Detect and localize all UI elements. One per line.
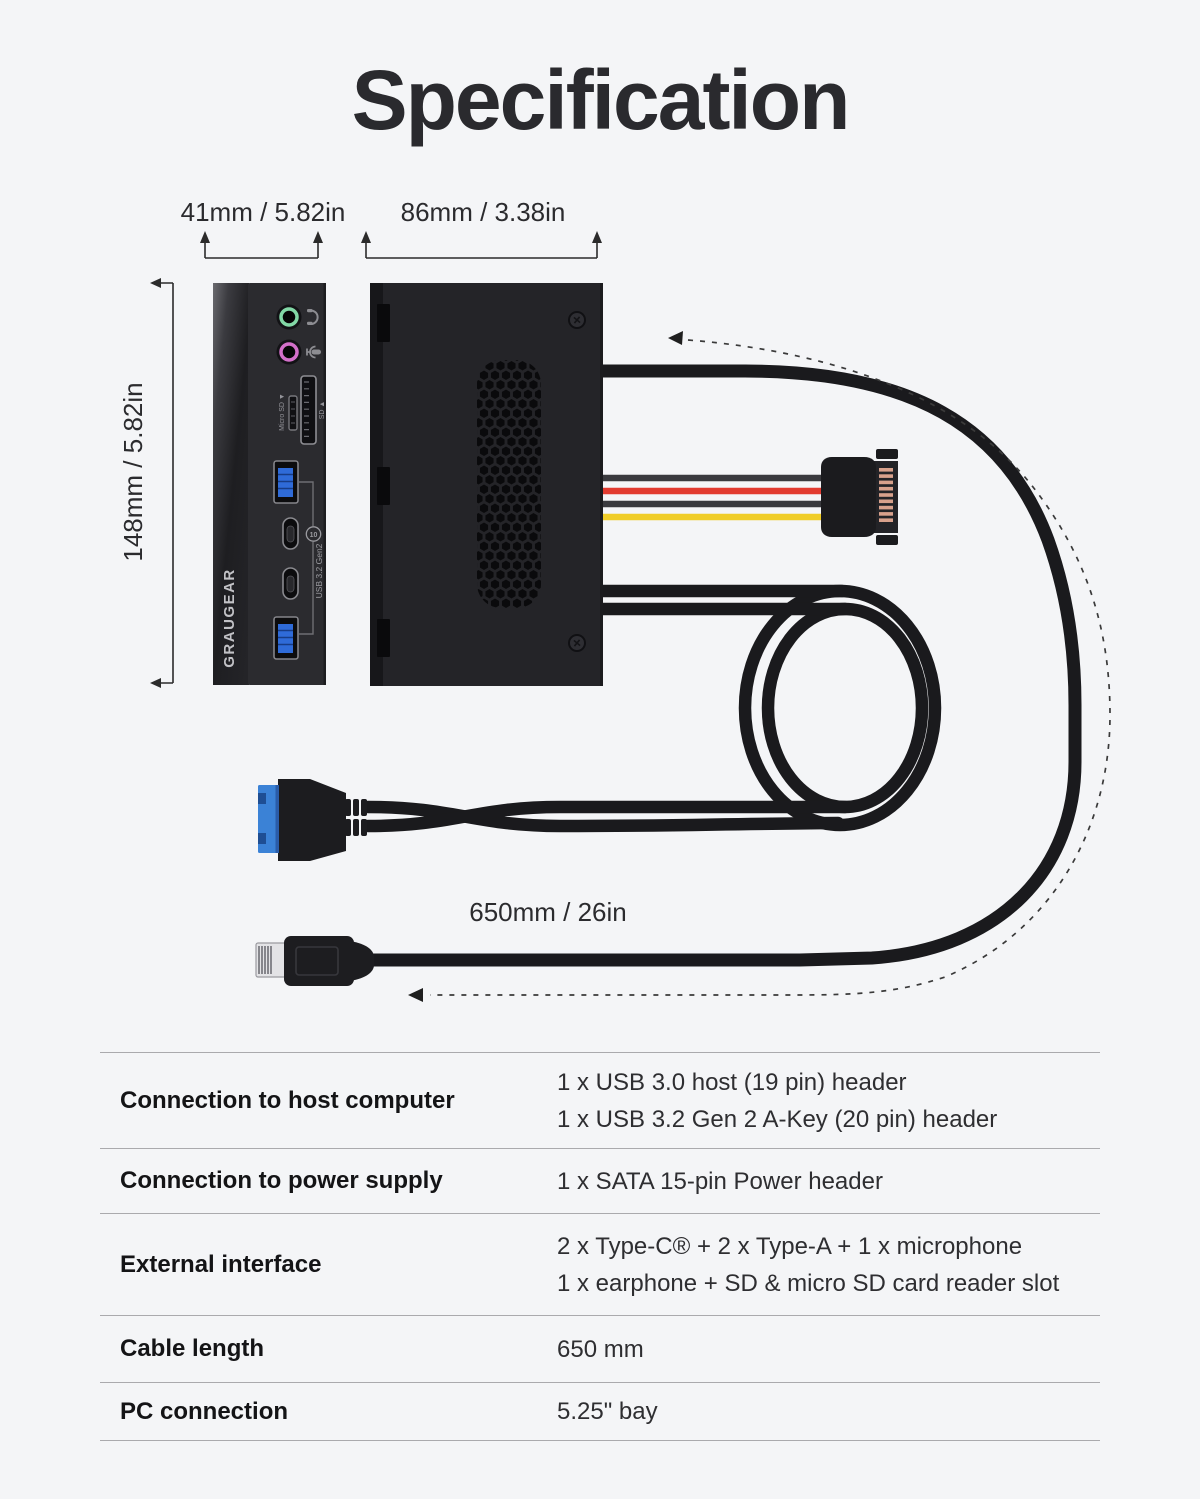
top-view-device bbox=[370, 283, 603, 686]
vent-grille bbox=[477, 360, 541, 608]
row-label: PC connection bbox=[120, 1397, 289, 1425]
spec-table bbox=[100, 1052, 1100, 1441]
sd-slot-label: SD ▲ bbox=[319, 400, 326, 420]
row-value-line: 5.25" bay bbox=[557, 1398, 658, 1425]
mount-tab bbox=[377, 619, 390, 657]
row-value-line: 1 x SATA 15-pin Power header bbox=[557, 1167, 883, 1195]
body-width-bracket bbox=[361, 231, 602, 258]
row-label: Connection to power supply bbox=[120, 1167, 443, 1194]
row-values bbox=[557, 1228, 1100, 1302]
sata-power-connector bbox=[821, 449, 898, 545]
page-title: Specification bbox=[351, 53, 849, 147]
ten-gbps-badge-text: 10 bbox=[309, 532, 318, 539]
row-label: Connection to host computer bbox=[120, 1086, 455, 1114]
height-dimension: 148mm / 5.82in bbox=[118, 382, 148, 562]
screw bbox=[569, 312, 585, 328]
height-bracket bbox=[150, 278, 173, 688]
row-values bbox=[557, 1331, 1100, 1368]
micro-sd-slot bbox=[289, 396, 297, 430]
dashed-arrow-top bbox=[668, 331, 683, 345]
row-label: External interface bbox=[120, 1250, 322, 1278]
micro-sd-slot-label: Micro SD ▼ bbox=[279, 393, 286, 431]
row-value-line: 2 x Type-C® + 2 x Type-A + 1 x microphone bbox=[557, 1232, 1023, 1260]
cable-loop-inner bbox=[768, 609, 922, 807]
table-row bbox=[100, 1315, 1100, 1382]
row-value-line: 1 x USB 3.0 host (19 pin) header bbox=[557, 1068, 907, 1096]
row-label: Cable length bbox=[120, 1335, 265, 1362]
usb-type-e-connector bbox=[256, 936, 374, 986]
brand-logo: GRAUGEAR bbox=[221, 568, 238, 668]
mount-tab bbox=[377, 304, 390, 342]
body-width-dimension: 86mm / 3.38in bbox=[400, 197, 566, 227]
table-row bbox=[100, 1148, 1100, 1213]
sd-slot bbox=[301, 376, 316, 444]
row-values bbox=[557, 1163, 1100, 1200]
sata-wires bbox=[602, 478, 830, 517]
mount-tab bbox=[377, 467, 390, 505]
usb-ports-label: USB 3.2 Gen2 bbox=[314, 543, 324, 599]
panel-width-bracket bbox=[200, 231, 323, 258]
row-value-line: 1 x USB 3.2 Gen 2 A-Key (20 pin) header bbox=[557, 1105, 998, 1133]
row-values bbox=[557, 1393, 1100, 1430]
row-value-line: 650 mm bbox=[557, 1335, 644, 1363]
table-row bbox=[100, 1213, 1100, 1315]
dashed-arrow-bottom bbox=[408, 988, 423, 1002]
cable-length-dimension: 650mm / 26in bbox=[469, 897, 627, 927]
panel-width-dimension: 41mm / 5.82in bbox=[180, 197, 346, 227]
table-row bbox=[100, 1052, 1100, 1148]
table-row bbox=[100, 1382, 1100, 1440]
row-values bbox=[557, 1064, 1100, 1138]
usb19pin-header-connector bbox=[258, 779, 367, 861]
screw bbox=[569, 635, 585, 651]
row-value-line: 1 x earphone + SD & micro SD card reader slot bbox=[557, 1269, 1060, 1297]
front-panel-device bbox=[213, 283, 326, 685]
